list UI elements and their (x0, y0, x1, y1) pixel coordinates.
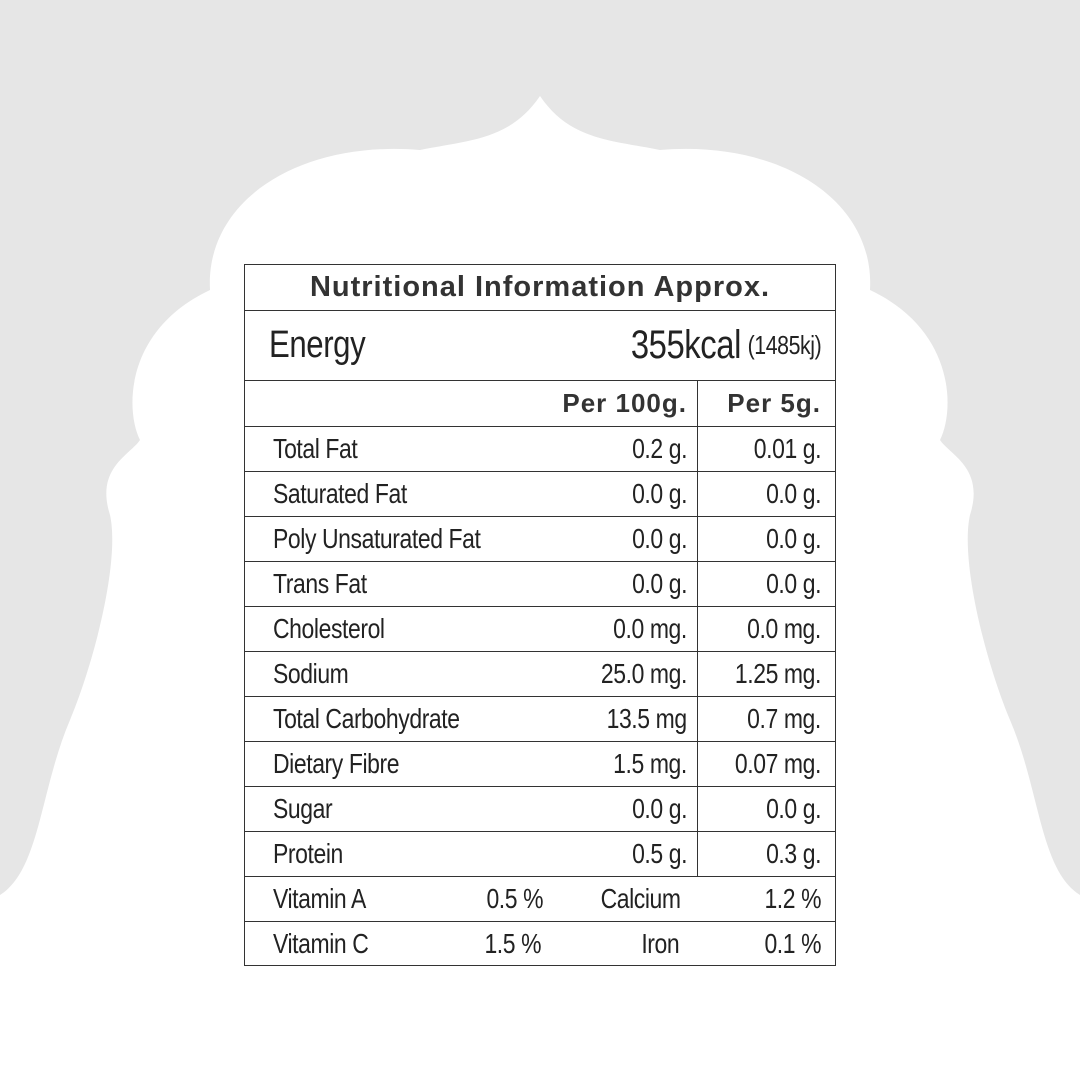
nutrient-per-5g: 0.7 mg. (747, 703, 821, 734)
nutrient-row (245, 787, 835, 832)
nutrient-name: Poly Unsaturated Fat (273, 523, 481, 554)
vitamin-row (245, 877, 835, 922)
nutrient-name: Sodium (273, 658, 349, 689)
nutrient-row (245, 427, 835, 472)
nutrient-name: Protein (273, 838, 343, 869)
mineral-value: 1.2 % (764, 883, 821, 914)
nutrient-row (245, 652, 835, 697)
nutrient-per-5g: 0.3 g. (766, 838, 821, 869)
vitamin-value: 0.5 % (486, 883, 543, 914)
energy-row (245, 311, 835, 381)
nutrient-name: Dietary Fibre (273, 748, 400, 779)
nutrient-per-100g: 0.2 g. (632, 433, 687, 464)
nutrient-name: Trans Fat (273, 568, 367, 599)
nutrient-name: Total Fat (273, 433, 358, 464)
nutrient-per-100g: 0.0 g. (632, 793, 687, 824)
nutrient-per-5g: 0.0 g. (766, 523, 821, 554)
nutrient-row (245, 742, 835, 787)
nutrient-per-100g: 0.0 g. (632, 568, 687, 599)
nutrient-per-5g: 0.07 mg. (734, 748, 821, 779)
label-title: Nutritional Information Approx. (309, 271, 771, 303)
nutrient-row (245, 472, 835, 517)
column-header-per-100g: Per 100g. (562, 388, 687, 418)
energy-label: Energy (269, 324, 366, 366)
mineral-value: 0.1 % (764, 928, 821, 959)
mineral-name: Iron (641, 928, 679, 959)
energy-kcal: 355kcal (630, 323, 741, 367)
nutrient-per-5g: 0.0 g. (766, 793, 821, 824)
title-row (245, 265, 835, 311)
nutrient-per-100g: 0.0 mg. (613, 613, 687, 644)
column-header-row (245, 381, 835, 427)
nutrient-name: Sugar (273, 793, 333, 824)
nutrient-per-5g: 0.0 mg. (747, 613, 821, 644)
nutrient-row (245, 832, 835, 877)
column-header-per-5g: Per 5g. (727, 388, 821, 418)
nutrient-row (245, 607, 835, 652)
vitamin-row (245, 922, 835, 966)
nutrient-per-5g: 0.0 g. (766, 568, 821, 599)
mineral-name: Calcium (600, 883, 681, 914)
nutrient-name: Total Carbohydrate (273, 703, 460, 734)
column-divider (697, 381, 698, 877)
nutrient-name: Cholesterol (273, 613, 385, 644)
nutrient-row (245, 697, 835, 742)
nutrient-per-100g: 0.0 g. (632, 523, 687, 554)
nutrient-row (245, 562, 835, 607)
nutrient-per-100g: 1.5 mg. (613, 748, 687, 779)
vitamin-name: Vitamin C (273, 928, 369, 959)
energy-value (631, 311, 821, 380)
energy-kj: (1485kj) (747, 330, 821, 360)
nutrient-per-100g: 13.5 mg (606, 703, 687, 734)
vitamin-name: Vitamin A (273, 883, 366, 914)
nutrient-per-5g: 0.01 g. (753, 433, 821, 464)
nutrient-per-5g: 1.25 mg. (734, 658, 821, 689)
nutrient-per-100g: 25.0 mg. (600, 658, 687, 689)
nutrient-per-100g: 0.0 g. (632, 478, 687, 509)
nutrient-per-100g: 0.5 g. (632, 838, 687, 869)
nutrient-per-5g: 0.0 g. (766, 478, 821, 509)
vitamin-value: 1.5 % (484, 928, 541, 959)
nutrient-row (245, 517, 835, 562)
nutrition-label (244, 264, 836, 966)
nutrient-name: Saturated Fat (273, 478, 407, 509)
